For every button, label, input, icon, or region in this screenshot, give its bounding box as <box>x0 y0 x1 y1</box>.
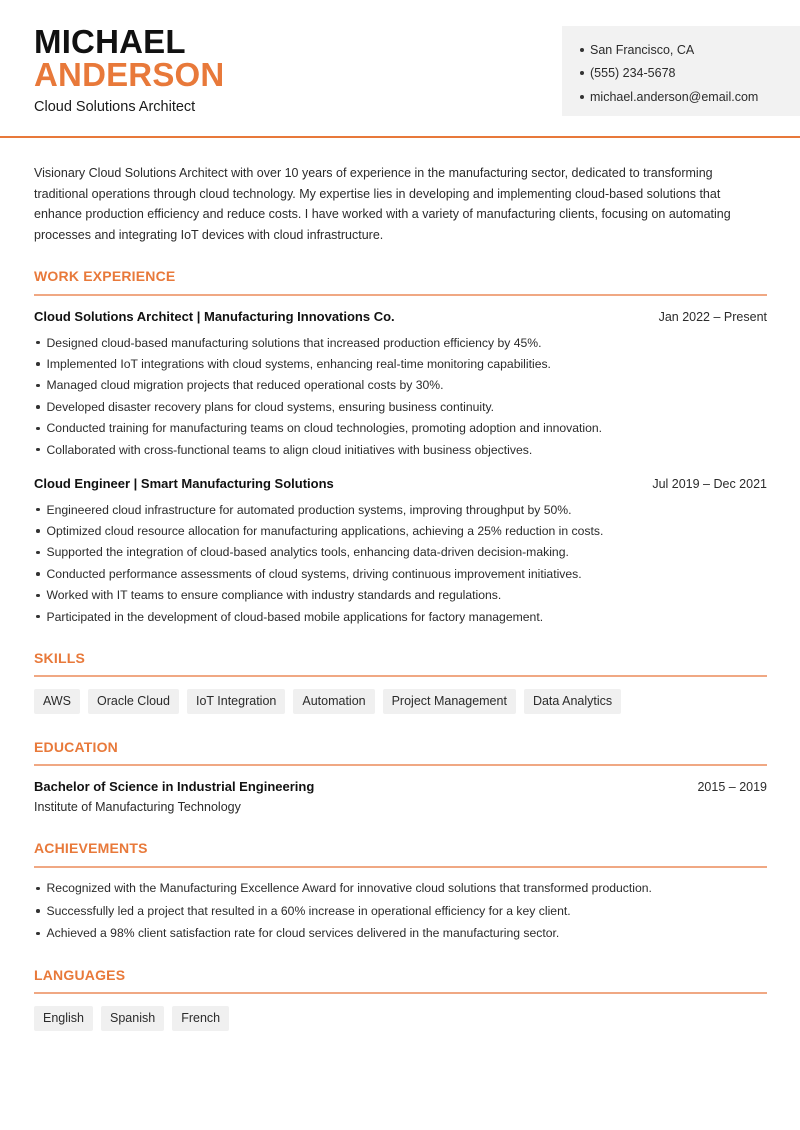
bullet-text: Conducted performance assessments of cloud systems, driving continuous improvement initiatives. <box>46 566 582 581</box>
school-name: Institute of Manufacturing Technology <box>34 800 241 814</box>
skills-tags <box>34 689 621 714</box>
bullet-icon <box>580 71 584 75</box>
language-tag: Spanish <box>101 1006 164 1031</box>
bullet-text: Collaborated with cross-functional teams to align cloud initiatives with business objectives. <box>46 442 533 457</box>
list-item <box>36 922 771 945</box>
job-dates: Jul 2019 – Dec 2021 <box>652 477 767 491</box>
work-experience-heading: WORK EXPERIENCE <box>34 268 176 284</box>
list-item <box>36 877 771 900</box>
bullet-icon <box>36 508 40 512</box>
bullet-icon <box>36 448 40 452</box>
bullet-text: Managed cloud migration projects that reduced operational costs by 30%. <box>46 378 444 393</box>
bullet-icon <box>36 887 40 891</box>
location-text: San Francisco, CA <box>590 42 695 57</box>
skill-tag: AWS <box>34 689 80 714</box>
list-item <box>36 606 771 627</box>
list-item <box>36 542 771 563</box>
bullet-icon <box>580 48 584 52</box>
bullet-text: Participated in the development of cloud-based mobile applications for factory management. <box>46 609 544 624</box>
bullet-text: Implemented IoT integrations with cloud systems, enhancing real-time monitoring capabilities. <box>46 357 551 372</box>
contact-box <box>562 26 800 116</box>
bullet-icon <box>36 615 40 619</box>
list-item <box>36 585 771 606</box>
achievements-list <box>36 877 771 945</box>
phone-text: (555) 234-5678 <box>590 66 676 81</box>
list-item <box>36 353 771 374</box>
list-item <box>36 439 771 460</box>
contact-phone <box>580 62 800 86</box>
bullet-icon <box>36 362 40 366</box>
job-role: Cloud Solutions Architect | Manufacturing Innovations Co. <box>34 309 395 324</box>
language-tag: French <box>172 1006 229 1031</box>
bullet-icon <box>36 551 40 555</box>
language-tag: English <box>34 1006 93 1031</box>
skill-tag: Oracle Cloud <box>88 689 179 714</box>
bullet-text: Designed cloud-based manufacturing solutions that increased production efficiency by 45%. <box>46 335 542 350</box>
job-dates: Jan 2022 – Present <box>658 310 767 324</box>
education-heading: EDUCATION <box>34 739 118 755</box>
list-item <box>36 900 771 923</box>
job-bullets <box>36 499 771 627</box>
skill-tag: Automation <box>293 689 374 714</box>
bullet-icon <box>36 384 40 388</box>
email-text: michael.anderson@email.com <box>590 89 759 104</box>
bullet-text: Engineered cloud infrastructure for automated production systems, improving throughput by 50%. <box>46 502 572 517</box>
bullet-icon <box>36 427 40 431</box>
skills-heading: SKILLS <box>34 650 85 666</box>
summary-paragraph: Visionary Cloud Solutions Architect with over 10 years of experience in the manufacturing sector, dedicated to transforming traditional operations through cloud technology. My expertise lies in developing and implementing cloud-based solutions that enhance production efficiency and reduce costs. I have worked with a variety of manufacturing clients, focusing on automating processes and integrating IoT devices with cloud infrastructure. <box>34 166 731 243</box>
bullet-text: Supported the integration of cloud-based analytics tools, enhancing data-driven decision-making. <box>46 545 569 560</box>
bullet-icon <box>36 909 40 913</box>
section-divider <box>34 866 767 868</box>
bullet-text: Successfully led a project that resulted in a 60% increase in operational efficiency for a key client. <box>46 903 571 918</box>
job-bullets <box>36 332 771 460</box>
degree: Bachelor of Science in Industrial Engineering <box>34 779 315 794</box>
skill-tag: Project Management <box>383 689 516 714</box>
languages-heading: LANGUAGES <box>34 967 126 983</box>
contact-email <box>580 85 800 109</box>
bullet-icon <box>36 529 40 533</box>
list-item <box>36 520 771 541</box>
section-divider <box>34 294 767 296</box>
education-dates: 2015 – 2019 <box>697 780 767 794</box>
bullet-text: Worked with IT teams to ensure compliance with industry standards and regulations. <box>46 588 502 603</box>
job-header <box>34 309 767 324</box>
skill-tag: Data Analytics <box>524 689 621 714</box>
languages-tags <box>34 1006 229 1031</box>
list-item <box>36 418 771 439</box>
bullet-icon <box>36 341 40 345</box>
list-item <box>36 396 771 417</box>
list-item <box>36 375 771 396</box>
contact-location <box>580 38 800 62</box>
first-name: MICHAEL <box>34 23 186 60</box>
bullet-icon <box>580 95 584 99</box>
list-item <box>36 499 771 520</box>
achievements-heading: ACHIEVEMENTS <box>34 840 148 856</box>
section-divider <box>34 675 767 677</box>
education-header <box>34 779 767 794</box>
list-item <box>36 563 771 584</box>
bullet-icon <box>36 932 40 936</box>
bullet-text: Conducted training for manufacturing teams on cloud technologies, promoting adoption and innovation. <box>46 421 603 436</box>
bullet-text: Recognized with the Manufacturing Excellence Award for innovative cloud solutions that transformed production. <box>46 881 652 896</box>
job-role: Cloud Engineer | Smart Manufacturing Solutions <box>34 476 334 491</box>
bullet-text: Optimized cloud resource allocation for manufacturing applications, achieving a 25% reduction in costs. <box>46 524 604 539</box>
resume-header <box>0 0 800 138</box>
section-divider <box>34 992 767 994</box>
bullet-icon <box>36 594 40 598</box>
last-name: ANDERSON <box>34 56 225 93</box>
list-item <box>36 332 771 353</box>
job-title: Cloud Solutions Architect <box>34 99 196 115</box>
bullet-text: Achieved a 98% client satisfaction rate for cloud services delivered in the manufacturing sector. <box>46 926 560 941</box>
bullet-icon <box>36 572 40 576</box>
section-divider <box>34 764 767 766</box>
bullet-text: Developed disaster recovery plans for cloud systems, ensuring business continuity. <box>46 399 495 414</box>
skill-tag: IoT Integration <box>187 689 285 714</box>
bullet-icon <box>36 405 40 409</box>
job-header <box>34 476 767 491</box>
